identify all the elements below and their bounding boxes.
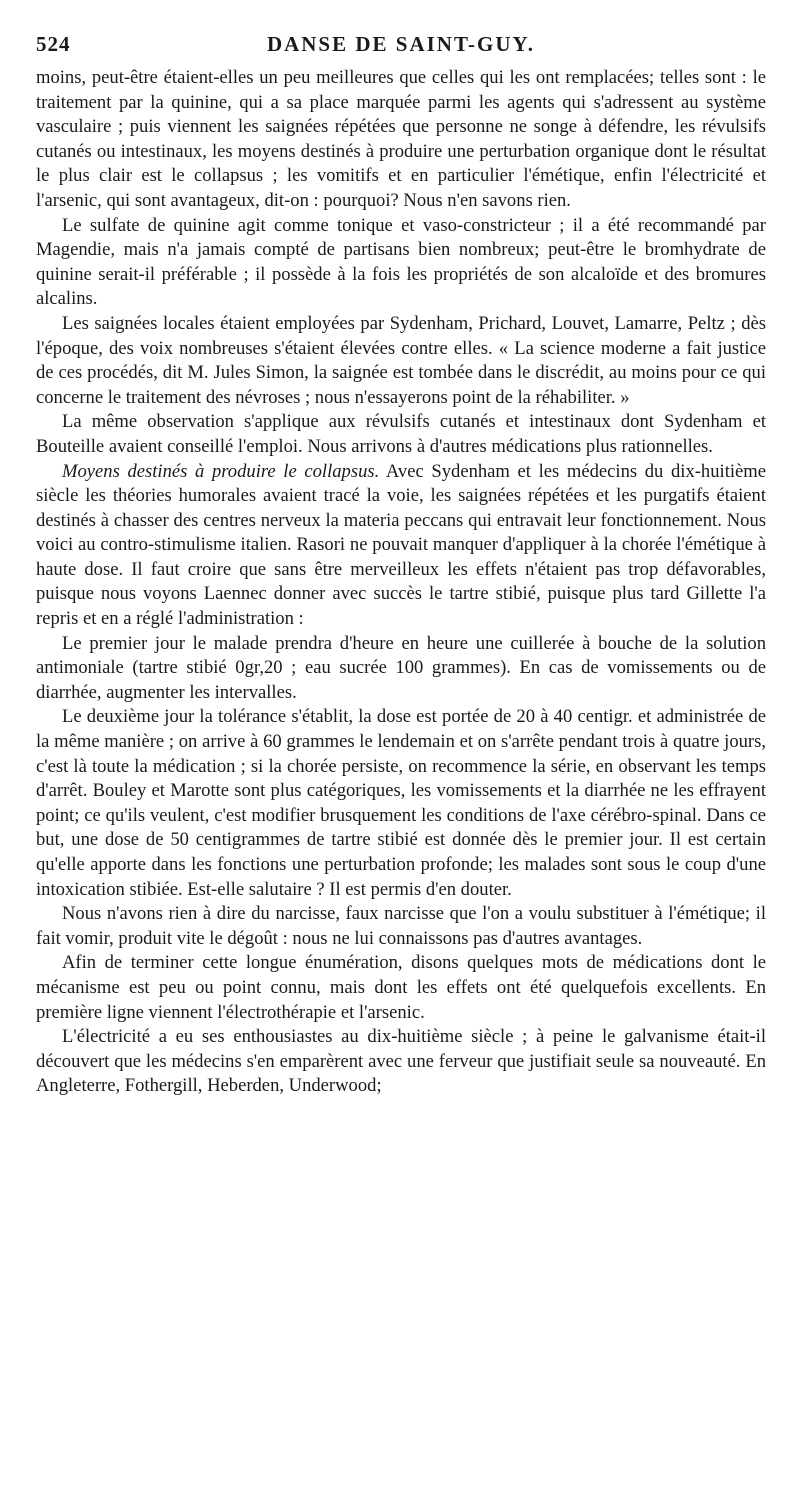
paragraph <box>36 66 766 214</box>
paragraph <box>36 460 766 632</box>
paragraph <box>36 312 766 410</box>
paragraph-text: Les saignées locales étaient employées par Sydenham, Prichard, Louvet, Lamarre, Peltz ; dès l'époque, des voix nombreuses s'étaient élevées contre elles. « La science moderne a fait justice de ces procédés, dit M. Jules Simon, la saignée est tombée dans le discrédit, au moins pour ce qui concerne le traitement des névroses ; nous n'essayerons point de la réhabiliter. » <box>36 312 766 408</box>
paragraph <box>36 1025 766 1099</box>
paragraph-text: Le sulfate de quinine agit comme tonique et vaso-constricteur ; il a été recommandé par Magendie, mais n'a jamais compté de partisans bien nombreux; peut-être le bromhydrate de quinine serait-il préférable ; il possède à la fois les propriétés de son alcaloïde et des bromures alcalins. <box>36 214 766 310</box>
paragraph <box>36 902 766 951</box>
running-head: DANSE DE SAINT-GUY. <box>266 32 536 56</box>
paragraph <box>36 951 766 1025</box>
paragraph-text: Le premier jour le malade prendra d'heure en heure une cuillerée à bouche de la solution antimoniale (tartre stibié 0gr,20 ; eau sucrée 100 grammes). En cas de vomissements ou de diarrhée, augmenter les intervalles. <box>36 632 766 703</box>
paragraph-text: Le deuxième jour la tolérance s'établit, la dose est portée de 20 à 40 centigr. et administrée de la même manière ; on arrive à 60 grammes le lendemain et on s'arrête pendant trois à quatre jours, c'est là toute la médication ; si la chorée persiste, on recommence la série, en observant les temps d'arrêt. Bouley et Marotte sont plus catégoriques, les vomissements et la diarrhée ne les effrayent point; ce qu'ils veulent, c'est modifier brusquement les conditions de l'axe cérébro-spinal. Dans ce but, une dose de 50 centigrammes de tartre stibié est donnée dès le premier jour. Il est certain qu'elle apporte dans les fonctions une perturbation profonde; les malades sont sous le coup d'une intoxication stibiée. Est-elle salutaire ? Il est permis d'en douter. <box>36 706 766 900</box>
page-number: 524 <box>36 32 71 56</box>
body-text <box>36 66 766 1099</box>
paragraph <box>36 214 766 312</box>
paragraph <box>36 410 766 459</box>
paragraph <box>36 632 766 706</box>
paragraph-lead: Moyens destinés à produire le collapsus. <box>62 460 380 482</box>
paragraph <box>36 705 766 902</box>
paragraph-text: Afin de terminer cette longue énumération, disons quelques mots de médications dont le mécanisme est peu ou point connu, mais dont les effets ont été quelquefois excellents. En première ligne viennent l'électrothérapie et l'arsenic. <box>36 952 766 1023</box>
paragraph-text: Avec Sydenham et les médecins du dix-huitième siècle les théories humorales avaient tracé la voie, les saignées répétées et les purgatifs étaient destinés à chasser des centres nerveux la materia peccans qui entravait leur fonctionnement. Nous voici au contro-stimulisme italien. Rasori ne pouvait manquer d'appliquer à la chorée l'émétique à haute dose. Il faut croire que sans être merveilleux les effets n'étaient pas trop défavorables, puisque nous voyons Laennec donner avec succès le tartre stibié, puisque plus tard Gillette l'a repris et en a réglé l'administration : <box>36 460 766 630</box>
paragraph-text: Nous n'avons rien à dire du narcisse, faux narcisse que l'on a voulu substituer à l'émétique; il fait vomir, produit vite le dégoût : nous ne lui connaissons pas d'autres avantages. <box>36 903 766 949</box>
paragraph-text: L'électricité a eu ses enthousiastes au dix-huitième siècle ; à peine le galvanisme était-il découvert que les médecins s'en emparèrent avec une ferveur que justifiait seule sa nouveauté. En Angleterre, Fothergill, Heberden, Underwood; <box>36 1026 766 1097</box>
paragraph-text: La même observation s'applique aux révulsifs cutanés et intestinaux dont Sydenham et Bouteille avaient conseillé l'emploi. Nous arrivons à d'autres médications plus rationnelles. <box>36 411 766 457</box>
page-header <box>36 32 766 66</box>
paragraph-text: moins, peut-être étaient-elles un peu meilleures que celles qui les ont remplacées; telles sont : le traitement par la quinine, qui a sa place marquée parmi les agents qui s'adressent au système vasculaire ; puis viennent les saignées répétées que personne ne songe à défendre, les révulsifs cutanés ou intestinaux, les moyens destinés à produire une perturbation organique dont le résultat le plus clair est le collapsus ; les vomitifs et en particulier l'émétique, enfin l'électricité et l'arsenic, qui sont avantageux, dit-on : pourquoi? Nous n'en savons rien. <box>36 67 766 211</box>
